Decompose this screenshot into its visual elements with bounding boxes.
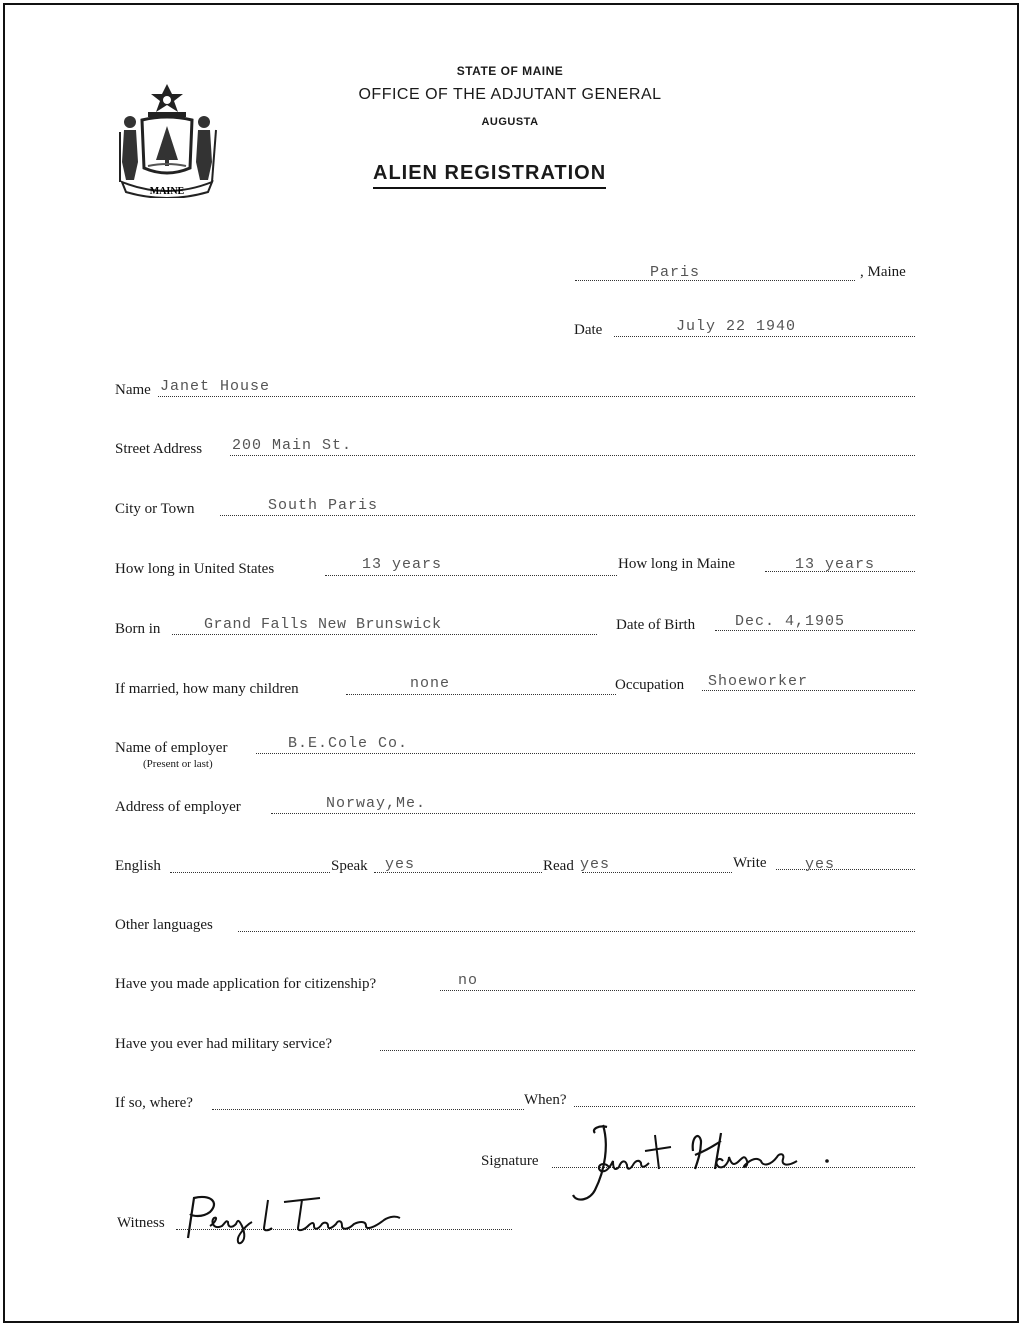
signature-label: Signature — [481, 1153, 539, 1169]
city-line — [220, 515, 915, 516]
dob-value[interactable]: Dec. 4,1905 — [735, 613, 846, 630]
employer-label: Name of employer — [115, 740, 228, 756]
city-label: City or Town — [115, 501, 195, 517]
dob-label: Date of Birth — [616, 617, 696, 633]
witness-label: Witness — [117, 1215, 165, 1231]
date-label: Date — [574, 322, 603, 338]
name-label: Name — [115, 382, 151, 398]
citizenship-value[interactable]: no — [458, 972, 479, 989]
other-languages-label: Other languages — [115, 917, 213, 933]
name-value[interactable]: Janet House — [160, 378, 271, 395]
us-time-line — [325, 575, 617, 576]
us-time-value[interactable]: 13 years — [362, 556, 443, 573]
children-label: If married, how many children — [115, 681, 299, 697]
military-line — [380, 1050, 915, 1051]
citizenship-label: Have you made application for citizenship? — [115, 976, 377, 992]
office-heading: OFFICE OF THE ADJUTANT GENERAL — [358, 86, 662, 103]
children-value[interactable]: none — [410, 675, 451, 692]
when-line — [574, 1106, 915, 1107]
applicant-signature — [565, 1115, 865, 1210]
speak-label: Speak — [331, 858, 368, 874]
employer-address-label: Address of employer — [115, 799, 241, 815]
dob-line — [715, 630, 915, 631]
when-label: When? — [524, 1092, 567, 1108]
date-value[interactable]: July 22 1940 — [676, 318, 797, 335]
maine-time-value[interactable]: 13 years — [795, 556, 876, 573]
form-title: ALIEN REGISTRATION — [373, 162, 606, 189]
state-heading: STATE OF MAINE — [456, 64, 564, 78]
english-line — [170, 872, 330, 873]
born-value[interactable]: Grand Falls New Brunswick — [204, 616, 442, 633]
where-label: If so, where? — [115, 1095, 193, 1111]
occupation-value[interactable]: Shoeworker — [708, 673, 809, 690]
maine-time-label: How long in Maine — [618, 556, 736, 572]
where-line — [212, 1109, 524, 1110]
english-label: English — [115, 858, 161, 874]
born-label: Born in — [115, 621, 161, 637]
occupation-label: Occupation — [615, 677, 685, 693]
city-heading: AUGUSTA — [481, 116, 539, 128]
other-languages-line — [238, 931, 915, 932]
read-label: Read — [543, 858, 574, 874]
date-line — [614, 336, 915, 337]
employer-sublabel: (Present or last) — [143, 758, 213, 770]
military-label: Have you ever had military service? — [115, 1036, 332, 1052]
write-label: Write — [733, 855, 767, 871]
speak-value[interactable]: yes — [385, 856, 416, 873]
place-value[interactable]: Paris — [650, 264, 701, 281]
street-label: Street Address — [115, 441, 203, 457]
place-suffix: , Maine — [860, 264, 906, 280]
us-time-label: How long in United States — [115, 561, 275, 577]
employer-line — [256, 753, 915, 754]
name-line — [158, 396, 915, 397]
svg-text:MAINE: MAINE — [149, 186, 185, 197]
born-line — [172, 634, 597, 635]
write-value[interactable]: yes — [805, 856, 836, 873]
citizenship-line — [440, 990, 915, 991]
employer-address-line — [271, 813, 915, 814]
children-line — [346, 694, 616, 695]
witness-signature — [180, 1188, 430, 1248]
street-line — [230, 455, 915, 456]
read-value[interactable]: yes — [580, 856, 611, 873]
state-seal-icon — [112, 82, 222, 198]
place-line — [575, 280, 855, 281]
employer-address-value[interactable]: Norway,Me. — [326, 795, 427, 812]
page-border — [3, 3, 1019, 1323]
write-line — [776, 869, 915, 870]
street-value[interactable]: 200 Main St. — [232, 437, 353, 454]
city-value[interactable]: South Paris — [268, 497, 379, 514]
employer-value[interactable]: B.E.Cole Co. — [288, 735, 409, 752]
occupation-line — [702, 690, 915, 691]
